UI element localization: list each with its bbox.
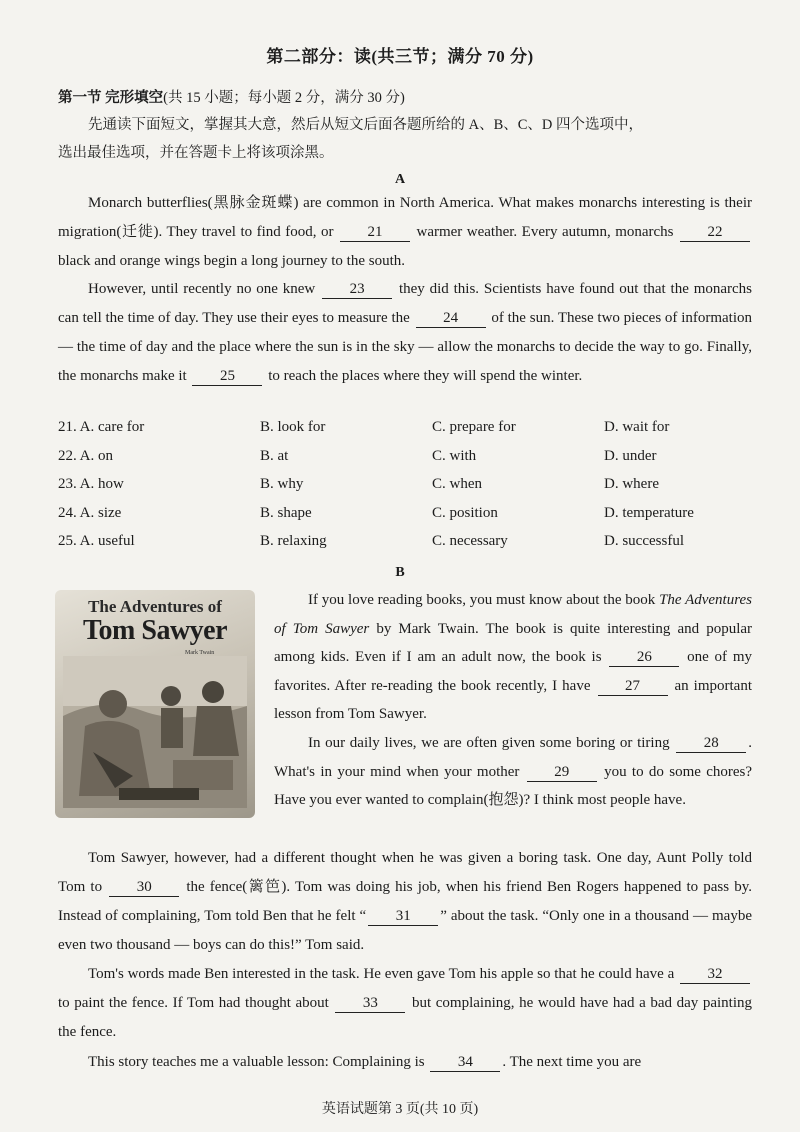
option-row-23 <box>58 476 758 505</box>
blank-21[interactable]: 21 <box>340 224 410 242</box>
passage-text: the fence(篱笆). Tom was doing his job, when his friend Ben Rogers happened to pass by. Instead of complaining, Tom told Ben that he felt “ <box>58 879 752 924</box>
blank-24[interactable]: 24 <box>416 310 486 328</box>
passage-text: Tom's words made Ben interested in the task. He even gave Tom his apple so that he could have a <box>88 966 675 982</box>
passage-text: In our daily lives, we are often given some boring or tiring <box>308 735 670 751</box>
passage-text: you to do some chores? Have you ever wanted to complain(抱怨)? I think most people have. <box>274 763 753 809</box>
passage-text: of the sun. These two pieces of information — the time of day and the place where the sun is in the sky — allow the monarchs to decide the way to go. Finally, the monarchs make it <box>58 310 753 384</box>
passage-text: This story teaches me a valuable lesson: Complaining is <box>88 1054 425 1070</box>
passage-text: If you love reading books, you must know about the book <box>308 592 656 608</box>
blank-29[interactable]: 29 <box>527 764 597 782</box>
passage-text: ” about the task. “Only one in a thousand — maybe even two thousand — boys can do this!” Tom said. <box>58 908 752 953</box>
passage-text: Tom Sawyer, however, had a different thought when he was given a boring task. One day, Aunt Polly told Tom to <box>58 850 752 895</box>
passage-text: . The next time you are <box>502 1054 642 1070</box>
section-heading-label: 第一节 完形填空 <box>58 90 164 106</box>
option-25-a[interactable]: 25. A. useful <box>58 533 135 549</box>
instructions-line-2: 选出最佳选项，并在答题卡上将该项涂黑。 <box>58 145 334 161</box>
blank-26[interactable]: 26 <box>609 649 679 667</box>
cover-title-line-2: Tom Sawyer <box>82 615 228 646</box>
passage-text: by Mark Twain. The book is quite interesting and popular among kids. Even if I am an adult now, the book is <box>274 620 753 666</box>
part-title: 第二部分：读(共三节；满分 70 分) <box>266 47 534 66</box>
blank-30[interactable]: 30 <box>109 879 179 897</box>
option-24-a[interactable]: 24. A. size <box>58 504 122 521</box>
option-21-b[interactable]: B. look for <box>260 419 326 435</box>
passage-text: black and orange wings begin a long journey to the south. <box>58 253 406 269</box>
cover-author: Mark Twain <box>185 650 215 656</box>
cover-title-line-1: The Adventures of <box>88 597 222 616</box>
option-25-c[interactable]: C. necessary <box>432 533 508 549</box>
passage-text: warmer weather. Every autumn, monarchs <box>416 224 674 240</box>
cover-illustration <box>63 656 247 808</box>
blank-31[interactable]: 31 <box>368 908 438 926</box>
passage-text: they did this. Scientists have found out that the monarchs can tell the time of day. They use their eyes to measure the <box>58 281 753 326</box>
passage-text: to paint the fence. If Tom had thought about <box>58 995 329 1011</box>
blank-27[interactable]: 27 <box>598 678 668 696</box>
blank-34[interactable]: 34 <box>430 1054 500 1072</box>
option-25-d[interactable]: D. successful <box>604 533 684 549</box>
option-row-24 <box>58 505 758 534</box>
option-23-d[interactable]: D. where <box>604 476 659 492</box>
option-24-b[interactable]: B. shape <box>260 504 312 521</box>
option-21-d[interactable]: D. wait for <box>604 419 670 435</box>
section-heading <box>58 86 405 107</box>
passage-a-label: A <box>394 172 406 187</box>
blank-32[interactable]: 32 <box>680 966 750 984</box>
passage-b-paragraph-3 <box>58 844 752 960</box>
passage-text: but complaining, he would have had a bad day painting the fence. <box>58 995 753 1040</box>
option-row-21 <box>58 419 758 448</box>
blank-22[interactable]: 22 <box>680 224 750 242</box>
blank-33[interactable]: 33 <box>335 995 405 1013</box>
passage-b-paragraph-1 <box>274 586 752 729</box>
passage-b-paragraph-4 <box>58 960 752 1047</box>
option-22-c[interactable]: C. with <box>432 447 477 464</box>
instructions <box>58 111 758 167</box>
passage-text: to reach the places where they will spend the winter. <box>268 368 583 384</box>
blank-25[interactable]: 25 <box>192 368 262 386</box>
option-21-a[interactable]: 21. A. care for <box>58 419 145 435</box>
page-footer: 英语试题第 3 页(共 10 页) <box>321 1102 479 1117</box>
option-row-22 <box>58 448 758 477</box>
passage-text: . What's in your mind when your mother <box>274 735 753 780</box>
option-23-a[interactable]: 23. A. how <box>58 476 124 492</box>
passage-text: an important lesson from Tom Sawyer. <box>274 677 753 723</box>
section-heading-note: (共 15 小题；每小题 2 分，满分 30 分) <box>163 90 405 106</box>
passage-b-label: B <box>395 565 405 580</box>
answer-options <box>58 419 758 562</box>
instructions-line-1: 先通读下面短文，掌握其大意，然后从短文后面各题所给的 A、B、C、D 四个选项中， <box>88 117 644 133</box>
option-23-c[interactable]: C. when <box>432 476 482 492</box>
option-22-b[interactable]: B. at <box>260 447 289 464</box>
option-24-d[interactable]: D. temperature <box>604 504 694 521</box>
passage-b-paragraph-2 <box>274 729 752 815</box>
passage-a-paragraph-1 <box>58 189 752 276</box>
option-22-d[interactable]: D. under <box>604 447 657 464</box>
passage-text: Monarch butterflies(黑脉金斑蝶) are common in North America. What makes monarchs interesting is their migration(迁徙). They travel to find food, or <box>58 195 752 240</box>
passage-text: one of my favorites. After re-reading the book recently, I have <box>274 649 752 694</box>
option-25-b[interactable]: B. relaxing <box>260 533 327 549</box>
blank-23[interactable]: 23 <box>322 281 392 299</box>
passage-a-paragraph-2 <box>58 275 752 391</box>
passage-b-paragraph-5 <box>58 1048 752 1077</box>
option-21-c[interactable]: C. prepare for <box>432 419 516 435</box>
book-title: The Adventures of Tom Sawyer <box>274 592 753 637</box>
blank-28[interactable]: 28 <box>676 735 746 753</box>
option-row-25 <box>58 533 758 562</box>
option-24-c[interactable]: C. position <box>432 504 498 521</box>
option-22-a[interactable]: 22. A. on <box>58 447 114 464</box>
book-cover-image <box>55 590 255 818</box>
passage-text: However, until recently no one knew <box>88 281 316 297</box>
option-23-b[interactable]: B. why <box>260 476 304 492</box>
